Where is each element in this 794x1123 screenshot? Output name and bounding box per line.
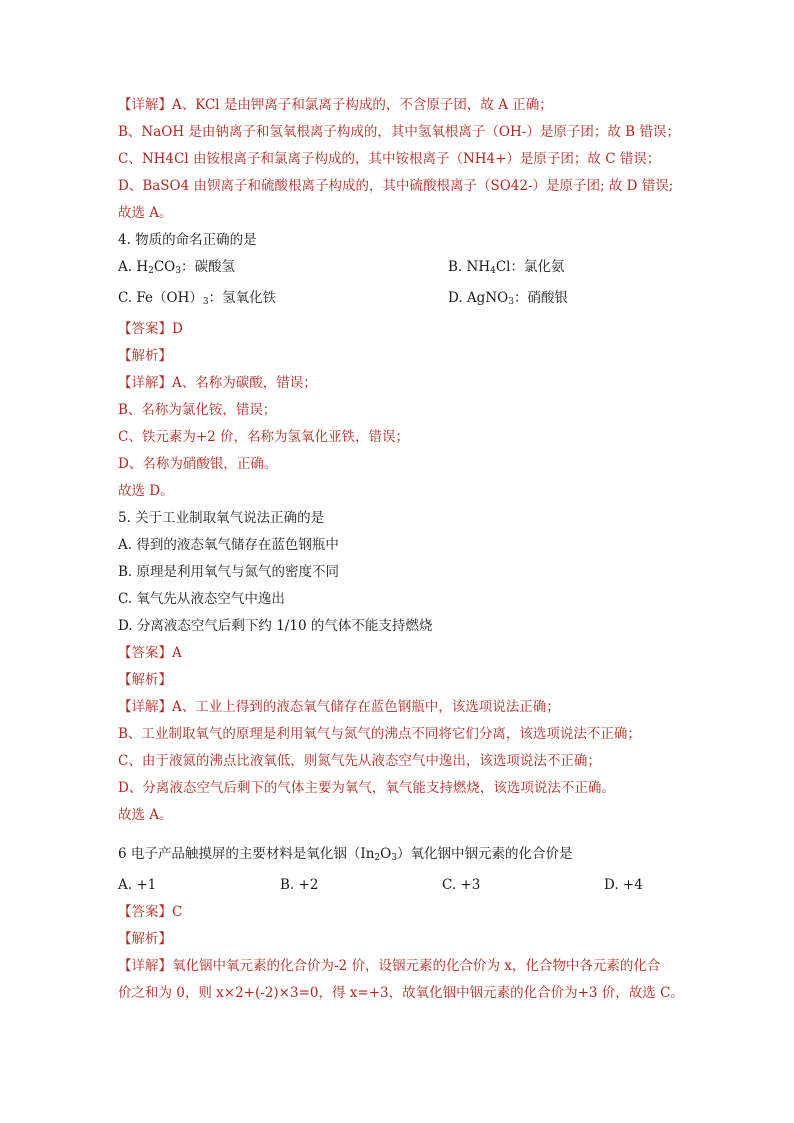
q4-option-d: D. AgNO$_3$：硝酸银 <box>448 290 568 307</box>
q6-option-a: A. +1 <box>118 877 157 893</box>
q5-option-a: A. 得到的液态氧气储存在蓝色钢瓶中 <box>118 537 339 553</box>
q4-detail-c: C、铁元素为+2 价，名称为氢氧化亚铁，错误； <box>118 429 410 445</box>
q4-option-c: C. $Fe(OH)_3$：氢氧化铁 <box>118 290 277 307</box>
q5-detail-c: C、由于液氮的沸点比液氧低，则氮气先从液态空气中逸出，该选项说法不正确； <box>118 753 601 769</box>
q6-analysis: 【解析】 <box>118 931 172 947</box>
q5-option-c: C. 氧气先从液态空气中逸出 <box>118 591 285 607</box>
q4-analysis: 【解析】 <box>118 348 172 364</box>
q3-detail-d: D、BaSO4 由钡离子和硫酸根离子构成的，其中硫酸根离子（SO42-）是原子团; 故 D 错误; <box>118 178 674 194</box>
q3-detail-b: B、NaOH 是由钠离子和氢氧根离子构成的，其中氢氧根离子（OH-）是原子团；故 B 错误； <box>118 124 680 140</box>
document-page <box>118 92 684 1007</box>
q5-answer: 【答案】A <box>118 645 182 661</box>
q4-option-b: B. $NH_4Cl$：氯化氨 <box>448 259 565 276</box>
q5-stem: 5. 关于工业制取氧气说法正确的是 <box>118 510 325 526</box>
q5-analysis: 【解析】 <box>118 672 172 688</box>
q4-answer: 【答案】D <box>118 321 183 337</box>
q5-conclusion: 故选 A。 <box>118 807 173 823</box>
q6-answer: 【答案】C <box>118 904 183 920</box>
q6-option-b: B. +2 <box>280 877 319 893</box>
q4-options-row2 <box>118 285 678 316</box>
q4-detail-b: B、名称为氯化铵，错误； <box>118 402 277 418</box>
q4-detail-d: D、名称为硝酸银，正确。 <box>118 456 278 472</box>
q5-option-d: D. 分离液态空气后剩下约 1/10 的气体不能支持燃烧 <box>118 618 433 634</box>
q5-option-b: B. 原理是利用氧气与氮气的密度不同 <box>118 564 340 580</box>
q6-option-c: C. +3 <box>442 877 481 893</box>
q4-conclusion: 故选 D。 <box>118 483 174 499</box>
q3-detail-c: C、NH4Cl 由铵根离子和氯离子构成的，其中铵根离子（NH4+）是原子团；故 C 错误； <box>118 151 661 167</box>
q4-options-row1 <box>118 254 678 285</box>
q6-detail-line1: 【详解】氧化铟中氧元素的化合价为-2 价，设铟元素的化合价为 x，化合物中各元素的化合 <box>118 958 661 974</box>
q4-option-a: A. $H_2CO_3$：碳酸氢 <box>118 259 235 276</box>
q4-stem: 4. 物质的命名正确的是 <box>118 232 257 248</box>
q6-detail-line2: 价之和为 0，则 x×2+(-2)×3=0，得 x=+3，故氧化铟中铟元素的化合价为+3 价，故选 C。 <box>118 985 684 1001</box>
q5-detail-b: B、工业制取氧气的原理是利用氧气与氮气的沸点不同将它们分离，该选项说法不正确； <box>118 726 641 742</box>
q5-detail-d: D、分离液态空气后剩下的气体主要为氧气，氧气能支持燃烧，该选项说法不正确。 <box>118 780 615 796</box>
q3-detail-a: 【详解】A、KCl 是由钾离子和氯离子构成的，不含原子团，故 A 正确； <box>118 97 553 113</box>
q6-option-d: D. +4 <box>604 877 643 893</box>
q4-detail-a: 【详解】A、名称为碳酸，错误； <box>118 375 317 391</box>
q3-conclusion: 故选 A。 <box>118 205 173 221</box>
q5-detail-a: 【详解】A、工业上得到的液态氧气储存在蓝色钢瓶中，该选项说法正确； <box>118 699 560 715</box>
q6-stem: 6 电子产品触摸屏的主要材料是氧化铟$(In_2O_3)$氧化铟中铟元素的化合价是 <box>118 846 573 863</box>
q6-options <box>118 872 678 899</box>
spacer <box>118 829 678 841</box>
